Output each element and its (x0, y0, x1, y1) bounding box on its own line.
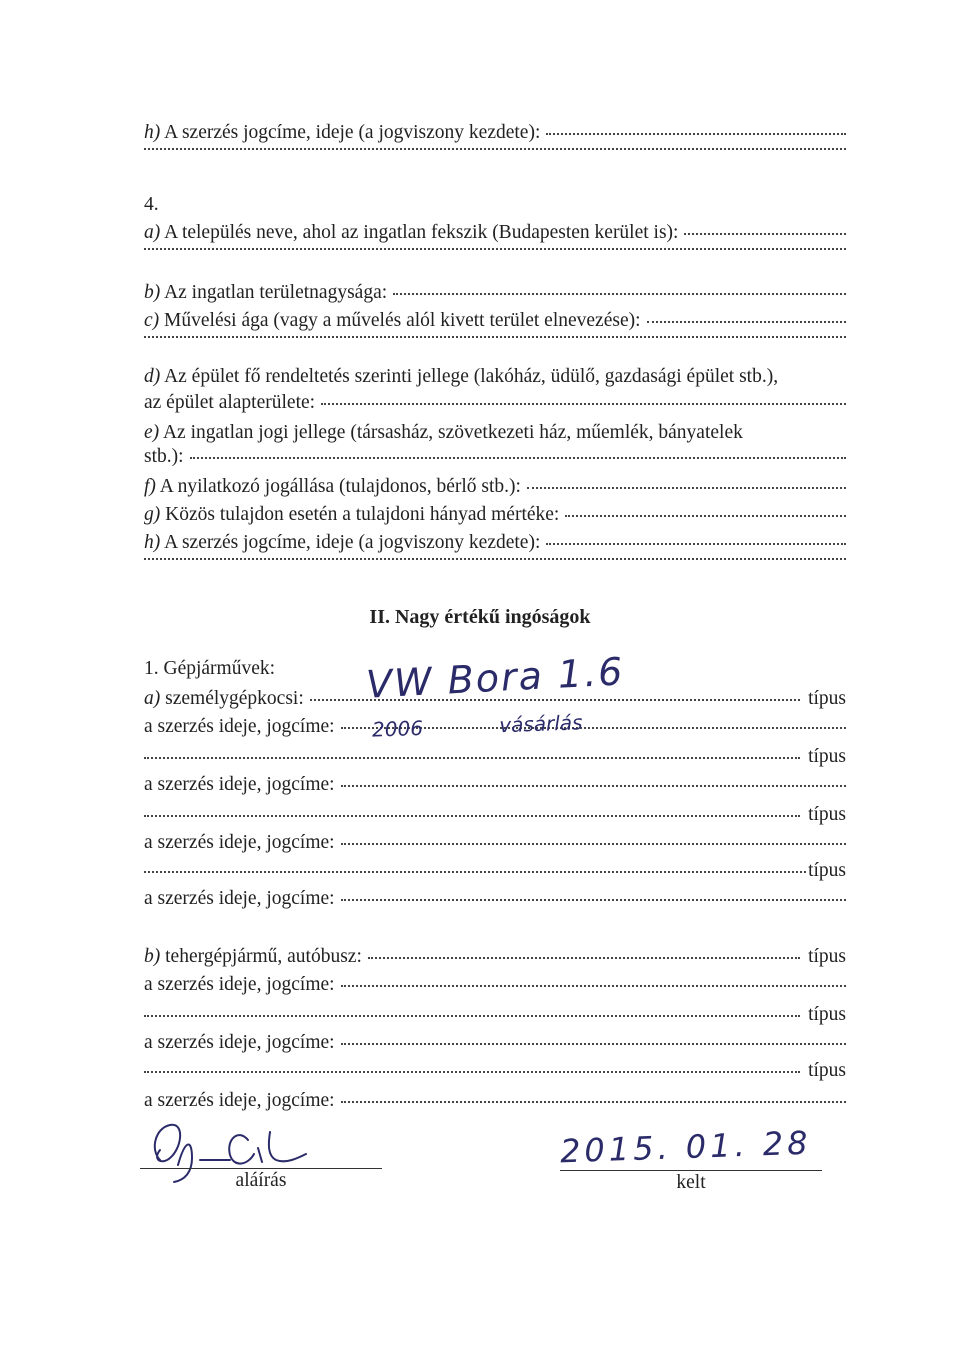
prev-item-h-line (144, 120, 846, 146)
signature-label: aláírás (235, 1170, 287, 1191)
item-4f-line (144, 474, 846, 500)
item-4a-letter: a) (144, 222, 161, 243)
type-label: típus (808, 1004, 846, 1025)
item-4b-line (144, 280, 846, 306)
item-4d-letter: d) (144, 366, 161, 387)
type-label: típus (808, 804, 846, 825)
fill-dots (144, 814, 800, 817)
item-4b-letter: b) (144, 282, 161, 303)
item-4d-text-2: az épület alapterülete: (144, 392, 316, 413)
acq-label: a szerzés ideje, jogcíme: (144, 974, 335, 995)
fill-dots (546, 132, 846, 135)
truck-acq-line-2 (144, 1030, 846, 1056)
item-4e-line-1 (144, 420, 846, 446)
fill-dots (341, 784, 846, 787)
item-4e-text-1: Az ingatlan jogi jellege (társasház, szövetkezeti ház, műemlék, bányatelek (162, 422, 743, 443)
fill-dots (321, 402, 846, 405)
item-4g-text: Közös tulajdon esetén a tulajdoni hányad mértéke: (165, 504, 560, 525)
date-label: kelt (676, 1172, 706, 1193)
item-4e-line-2 (144, 444, 846, 470)
fill-dots (190, 456, 846, 459)
truck-line (144, 944, 846, 970)
fill-dots (647, 320, 846, 323)
vehicles-heading: 1. Gépjárművek: (144, 658, 276, 679)
item-4f-text: A nyilatkozó jogállása (tulajdonos, bérlő stb.): (159, 476, 521, 497)
car-type-line-4 (144, 858, 846, 884)
fill-dots (341, 984, 846, 987)
handwritten-date: 2015. 01. 28 (559, 1123, 813, 1171)
fill-dots (341, 1042, 846, 1045)
item-4h-text: A szerzés jogcíme, ideje (a jogviszony kezdete): (164, 532, 541, 553)
item-4g-line (144, 502, 846, 528)
type-label: típus (808, 746, 846, 767)
item-4d-text-1: Az épület fő rendeltetés szerinti jellege (lakóház, üdülő, gazdasági épület stb.), (164, 366, 779, 387)
item-4a-text: A település neve, ahol az ingatlan fekszik (Budapesten kerület is): (164, 222, 679, 243)
truck-label: tehergépjármű, autóbusz: (165, 946, 362, 967)
fill-dots (527, 486, 846, 489)
item-4h-letter: h) (144, 532, 161, 553)
fill-dots (546, 542, 846, 545)
truck-acq-line (144, 972, 846, 998)
type-label: típus (808, 688, 846, 709)
prev-item-h-text: A szerzés jogcíme, ideje (a jogviszony kezdete): (164, 122, 541, 143)
type-label: típus (808, 946, 846, 967)
acq-label: a szerzés ideje, jogcíme: (144, 1090, 335, 1111)
item-4d-line-1 (144, 364, 846, 390)
fill-dots (144, 247, 846, 250)
fill-dots (144, 335, 846, 338)
car-type-line-3 (144, 802, 846, 828)
fill-dots (684, 232, 846, 235)
handwritten-acquisition: 2006 vásárlás (371, 710, 583, 742)
fill-dots (144, 756, 800, 759)
car-acq-line-4 (144, 886, 846, 912)
section-title: II. Nagy értékű ingóságok (369, 606, 591, 628)
item-4-number: 4. (144, 194, 159, 215)
fill-dots (144, 870, 806, 873)
item-4h-line (144, 530, 846, 556)
item-4f-letter: f) (144, 476, 156, 497)
type-label: típus (808, 860, 846, 881)
item-4b-text: Az ingatlan területnagysága: (164, 282, 388, 303)
item-4c-text: Művelési ága (vagy a művelés alól kivett terület elnevezése): (164, 310, 641, 331)
acq-label: a szerzés ideje, jogcíme: (144, 888, 335, 909)
fill-dots (341, 842, 846, 845)
fill-dots (368, 956, 800, 959)
item-4h-continuation (144, 560, 846, 563)
fill-dots (144, 557, 846, 560)
fill-dots (393, 292, 846, 295)
fill-dots (144, 1070, 800, 1073)
signature-line (140, 1168, 382, 1169)
car-label: személygépkocsi: (165, 688, 304, 709)
fill-dots (341, 1100, 846, 1103)
item-4c-letter: c) (144, 310, 160, 331)
truck-type-line-2 (144, 1002, 846, 1028)
car-type-line-2 (144, 744, 846, 770)
acq-label: a szerzés ideje, jogcíme: (144, 774, 335, 795)
truck-type-line-3 (144, 1058, 846, 1084)
handwritten-vehicle-model: VW Bora 1.6 (365, 649, 626, 707)
car-letter: a) (144, 688, 161, 709)
acq-label: a szerzés ideje, jogcíme: (144, 716, 335, 737)
item-4e-text-2: stb.): (144, 446, 184, 467)
item-4c-line (144, 308, 846, 334)
fill-dots (565, 514, 846, 517)
prev-item-h-continuation (144, 150, 846, 153)
type-label: típus (808, 1060, 846, 1081)
item-4e-letter: e) (144, 422, 160, 443)
truck-letter: b) (144, 946, 161, 967)
item-4a-line (144, 220, 846, 246)
date-line (560, 1170, 822, 1171)
item-4d-line-2 (144, 390, 846, 416)
fill-dots (341, 898, 846, 901)
item-4g-letter: g) (144, 504, 161, 525)
car-acq-line-2 (144, 772, 846, 798)
item-4c-continuation (144, 338, 846, 341)
acq-label: a szerzés ideje, jogcíme: (144, 832, 335, 853)
acq-label: a szerzés ideje, jogcíme: (144, 1032, 335, 1053)
car-acq-line-3 (144, 830, 846, 856)
prev-item-h-letter: h) (144, 122, 161, 143)
item-4a-continuation (144, 250, 846, 253)
fill-dots (144, 147, 846, 150)
fill-dots (144, 1014, 800, 1017)
